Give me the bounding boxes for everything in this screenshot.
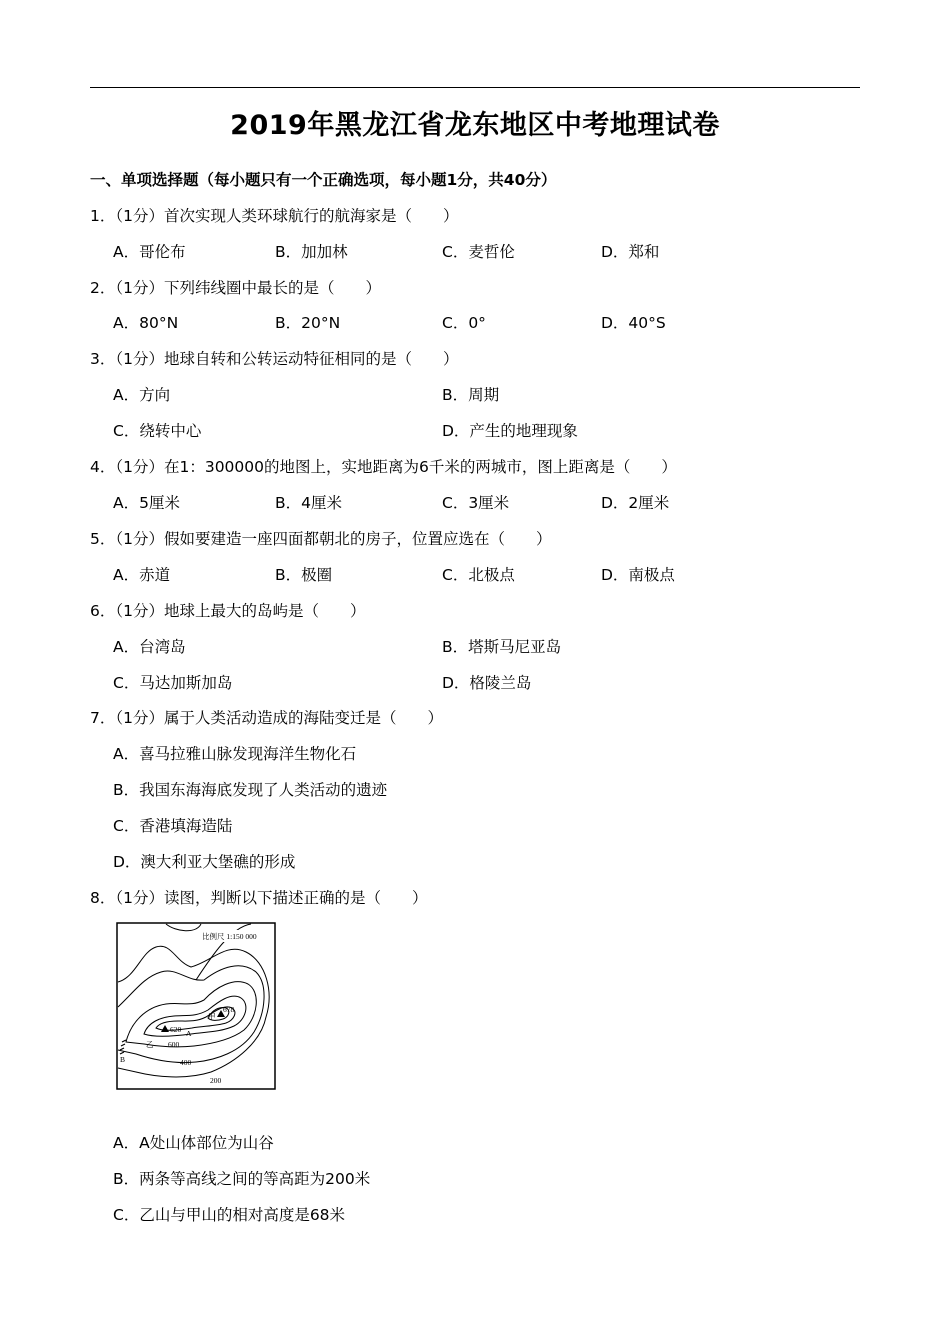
section-heading: 一、单项选择题（每小题只有一个正确选项，每小题1分，共40分）	[90, 171, 557, 189]
q4-option-b: B．4厘米	[275, 494, 342, 512]
q3-option-a: A．方向	[113, 386, 171, 404]
q7-option-a: A．喜马拉雅山脉发现海洋生物化石	[113, 745, 357, 763]
q1-option-d: D．郑和	[601, 243, 660, 261]
q6-option-d: D．格陵兰岛	[442, 674, 532, 692]
label-a: A	[186, 1029, 192, 1038]
q6-option-a: A．台湾岛	[113, 638, 186, 656]
label-jia: 甲	[208, 1012, 216, 1021]
q7-option-d: D．澳大利亚大堡礁的形成	[113, 853, 296, 871]
q3-option-d: D．产生的地理现象	[442, 422, 578, 440]
page-title: 2019年黑龙江省龙东地区中考地理试卷	[230, 110, 720, 141]
question-7-stem: 7．（1分）属于人类活动造成的海陆变迁是（ ）	[90, 709, 443, 727]
q4-option-a: A．5厘米	[113, 494, 180, 512]
q4-option-c: C．3厘米	[442, 494, 510, 512]
question-5-stem: 5．（1分）假如要建造一座四面都朝北的房子，位置应选在（ ）	[90, 530, 552, 548]
q3-option-c: C．绕转中心	[113, 422, 202, 440]
q6-option-b: B．塔斯马尼亚岛	[442, 638, 562, 656]
q1-option-b: B．加加林	[275, 243, 348, 261]
q5-option-a: A．赤道	[113, 566, 171, 584]
question-4-stem: 4．（1分）在1：300000的地图上，实地距离为6千米的两城市，图上距离是（ ）	[90, 458, 677, 476]
q8-option-b: B．两条等高线之间的等高距为200米	[113, 1170, 371, 1188]
map-frame	[117, 923, 275, 1089]
q7-option-c: C．香港填海造陆	[113, 817, 233, 835]
q2-option-a: A．80°N	[113, 314, 179, 332]
q1-option-c: C．麦哲伦	[442, 243, 515, 261]
q2-option-c: C．0°	[442, 314, 486, 332]
label-400: 400	[180, 1058, 192, 1067]
q8-option-a: A．A处山体部位为山谷	[113, 1134, 274, 1152]
q8-option-c: C．乙山与甲山的相对高度是68米	[113, 1206, 346, 1224]
question-8-stem: 8．（1分）读图，判断以下描述正确的是（ ）	[90, 889, 428, 907]
label-b: B	[120, 1055, 126, 1064]
q2-option-b: B．20°N	[275, 314, 341, 332]
q7-option-b: B．我国东海海底发现了人类活动的遗迹	[113, 781, 388, 799]
q6-option-c: C．马达加斯加岛	[113, 674, 233, 692]
label-yi: 乙	[146, 1040, 154, 1049]
top-rule	[90, 87, 860, 88]
contour-map-figure	[116, 922, 276, 1090]
q1-option-a: A．哥伦布	[113, 243, 186, 261]
q2-option-d: D．40°S	[601, 314, 666, 332]
q4-option-d: D．2厘米	[601, 494, 670, 512]
label-678: 678	[223, 1005, 235, 1014]
question-6-stem: 6．（1分）地球上最大的岛屿是（ ）	[90, 602, 366, 620]
question-3-stem: 3．（1分）地球自转和公转运动特征相同的是（ ）	[90, 350, 459, 368]
question-2-stem: 2．（1分）下列纬线圈中最长的是（ ）	[90, 279, 381, 297]
map-scale-text: 比例尺 1:150 000	[202, 932, 257, 941]
q5-option-d: D．南极点	[601, 566, 675, 584]
q3-option-b: B．周期	[442, 386, 500, 404]
question-1-stem: 1．（1分）首次实现人类环球航行的航海家是（ ）	[90, 207, 459, 225]
label-200: 200	[210, 1076, 222, 1085]
label-600: 600	[168, 1040, 180, 1049]
q5-option-b: B．极圈	[275, 566, 333, 584]
label-620: 620	[170, 1025, 182, 1034]
q5-option-c: C．北极点	[442, 566, 515, 584]
